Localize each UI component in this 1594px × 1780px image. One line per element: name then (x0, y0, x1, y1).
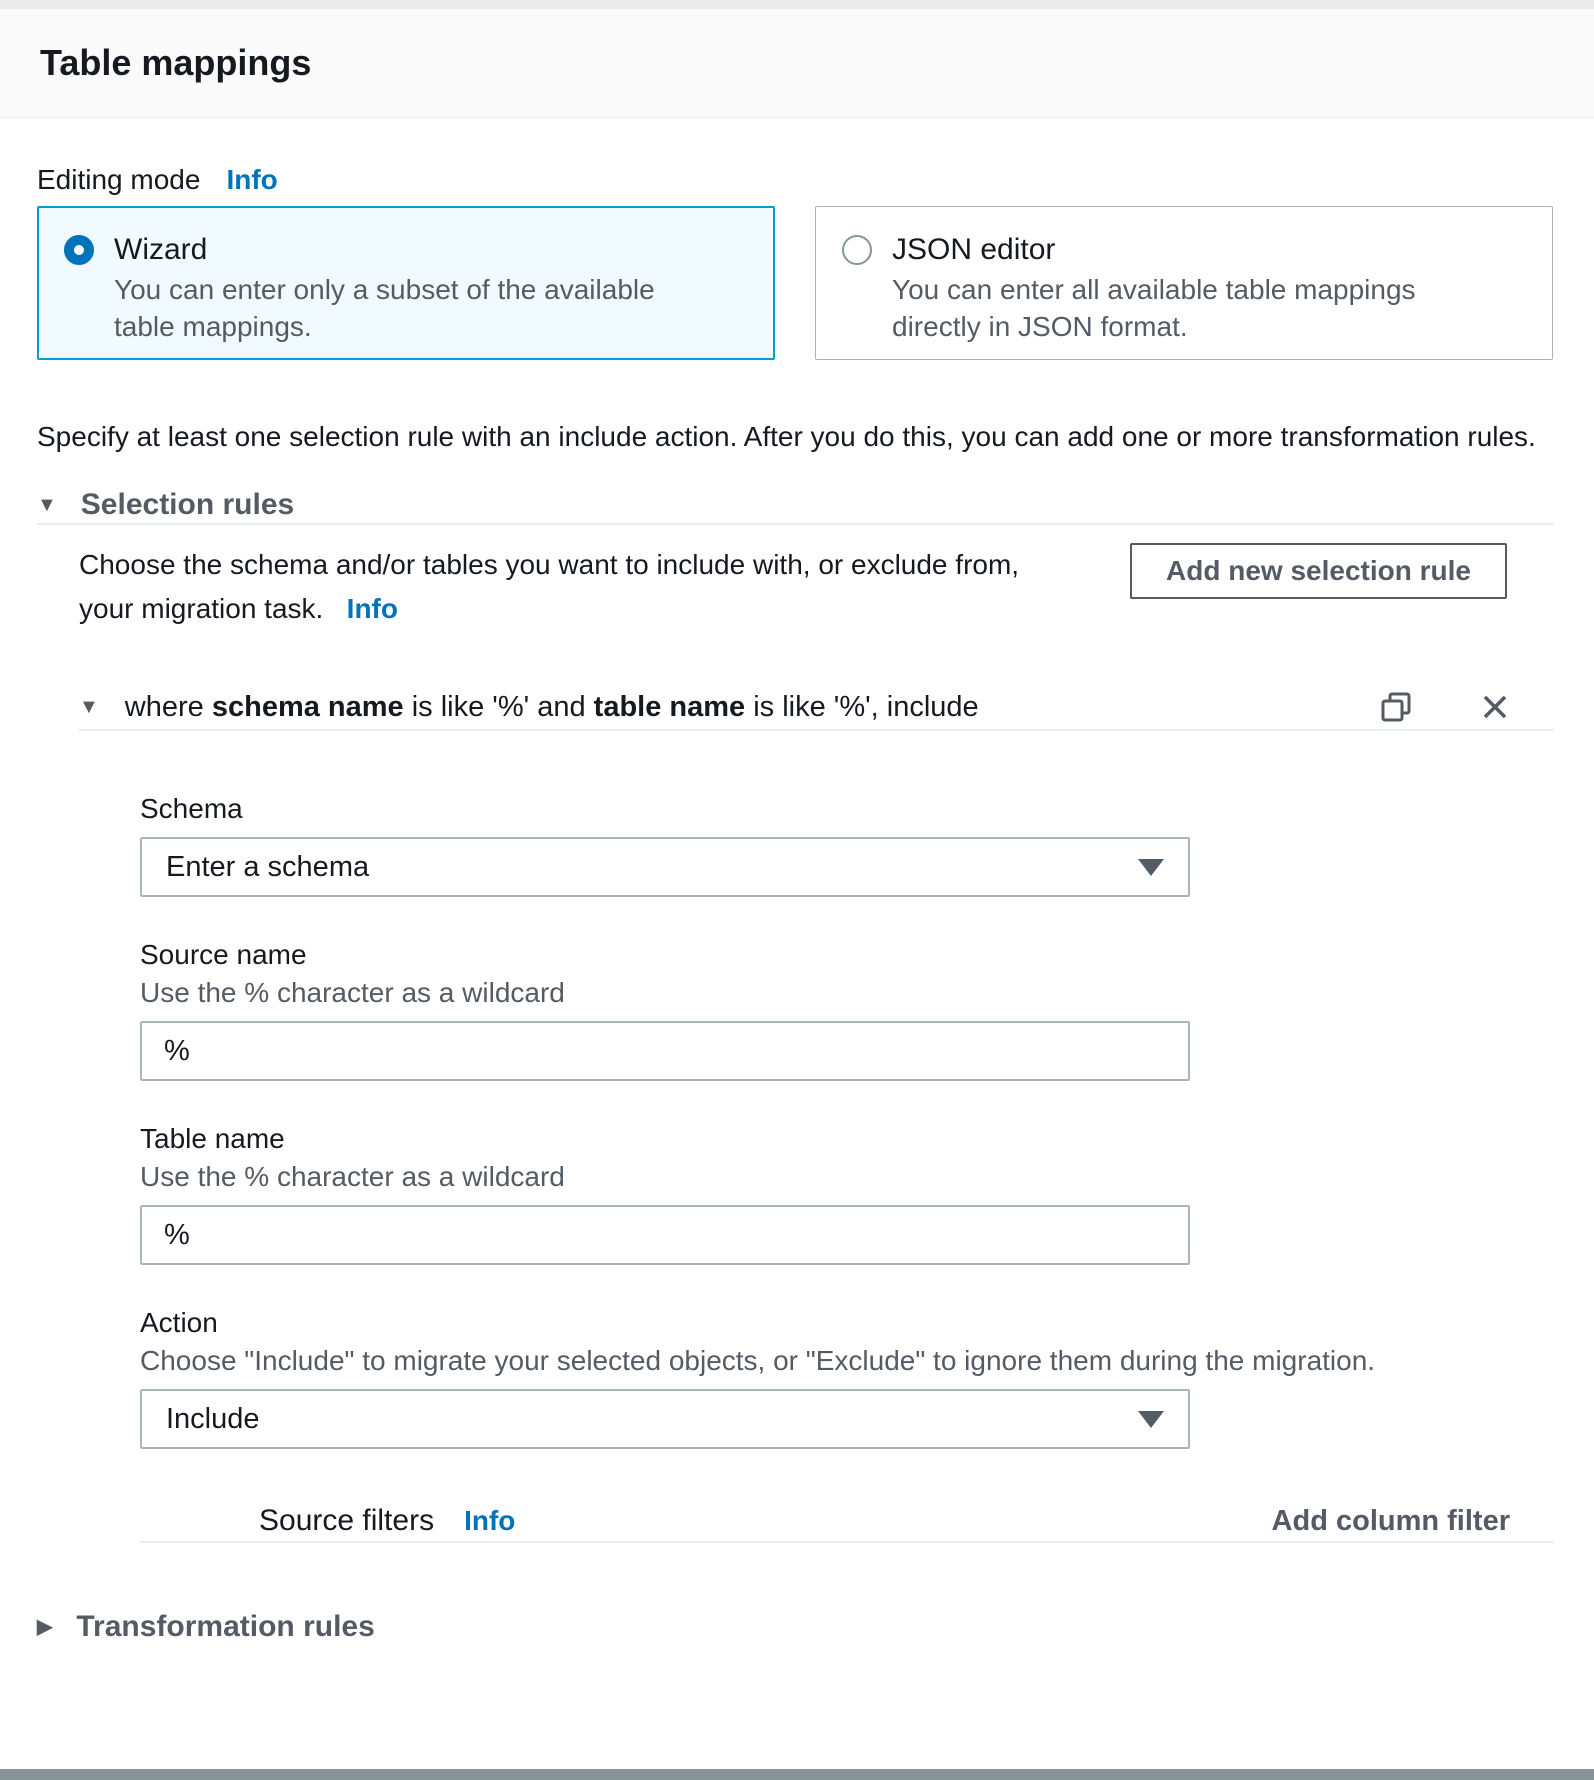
source-name-label: Source name (140, 939, 307, 970)
editing-mode-label: Editing mode (37, 164, 201, 195)
action-label: Action (140, 1307, 218, 1338)
copy-icon (1378, 689, 1414, 725)
radio-selected-icon[interactable] (64, 235, 94, 265)
tile-wizard[interactable] (37, 206, 775, 360)
selection-rule-form (140, 791, 1554, 1543)
rule-divider (79, 729, 1554, 731)
duplicate-rule-button[interactable] (1378, 689, 1414, 725)
schema-label: Schema (140, 793, 243, 824)
chevron-down-icon (1138, 859, 1164, 876)
add-column-filter-button[interactable]: Add column filter (1271, 1504, 1510, 1537)
table-mappings-panel (0, 162, 1594, 1645)
chevron-down-icon (1138, 1411, 1164, 1428)
transformation-rules-expander[interactable] (37, 1609, 1554, 1645)
table-name-label: Table name (140, 1123, 285, 1154)
source-filters-row (259, 1501, 1554, 1541)
tile-json-editor[interactable] (815, 206, 1553, 360)
schema-select-value: Enter a schema (166, 850, 370, 883)
tile-wizard-label: Wizard (114, 233, 208, 266)
chevron-down-icon: ▼ (37, 494, 57, 516)
editing-mode-tiles (37, 206, 1554, 360)
selection-rules-info-link[interactable]: Info (346, 593, 398, 624)
page-bottom-bar (0, 1769, 1594, 1780)
section-divider (37, 523, 1554, 525)
action-select[interactable] (140, 1389, 1190, 1449)
schema-select[interactable] (140, 837, 1190, 897)
selection-rules-expander[interactable] (37, 487, 1554, 523)
close-icon (1478, 690, 1512, 724)
source-name-field (140, 937, 1554, 1081)
remove-rule-button[interactable] (1478, 690, 1512, 724)
transformation-rules-title: Transformation rules (76, 1610, 375, 1643)
editing-mode-row (37, 162, 1554, 198)
panel-header (0, 9, 1594, 118)
editing-mode-info-link[interactable]: Info (226, 164, 278, 195)
selection-rules-description: Choose the schema and/or tables you want to include with, or exclude from, your migration task. (79, 549, 1020, 624)
selection-rule-summary: where schema name is like '%' and table name is like '%', include (124, 691, 979, 723)
selection-rules-description-row (37, 543, 1554, 631)
tile-json-editor-label: JSON editor (892, 233, 1056, 266)
action-hint: Choose "Include" to migrate your selected objects, or "Exclude" to ignore them during the migration. (140, 1345, 1376, 1376)
table-name-input[interactable] (140, 1205, 1190, 1265)
table-name-field (140, 1121, 1554, 1265)
page-top-strip (0, 0, 1594, 9)
schema-field (140, 791, 1554, 897)
add-selection-rule-button[interactable]: Add new selection rule (1130, 543, 1507, 599)
selection-rule (79, 685, 1554, 1543)
source-name-input[interactable] (140, 1021, 1190, 1081)
source-name-hint: Use the % character as a wildcard (140, 977, 565, 1008)
selection-rule-header[interactable] (79, 685, 1554, 729)
chevron-down-icon: ▼ (79, 695, 99, 718)
radio-unselected-icon[interactable] (842, 235, 872, 265)
tile-wizard-description: You can enter only a subset of the available table mappings. (114, 274, 655, 342)
source-filters-info-link[interactable]: Info (464, 1505, 516, 1536)
chevron-right-icon: ▶ (37, 1616, 53, 1638)
selection-rules-intro-text: Specify at least one selection rule with an include action. After you do this, you can add one or more transformation rules. (37, 421, 1536, 452)
tile-json-editor-description: You can enter all available table mappings directly in JSON format. (892, 274, 1416, 342)
source-filters-label: Source filters (259, 1504, 435, 1537)
action-field (140, 1305, 1554, 1449)
action-select-value: Include (166, 1402, 260, 1435)
table-name-hint: Use the % character as a wildcard (140, 1161, 565, 1192)
source-filters-divider (140, 1541, 1554, 1543)
page-title: Table mappings (40, 42, 312, 83)
selection-rules-title: Selection rules (80, 488, 295, 521)
